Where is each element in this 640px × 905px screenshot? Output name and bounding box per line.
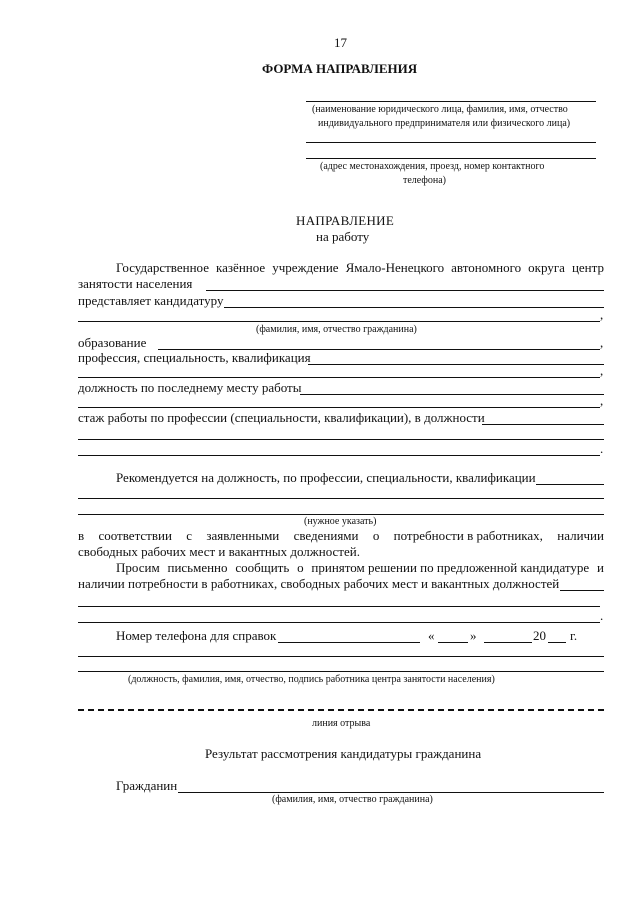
- addressee-name-line[interactable]: [306, 101, 596, 102]
- doc-subtitle: на работу: [316, 229, 370, 244]
- doc-title: НАПРАВЛЕНИЕ: [296, 213, 395, 228]
- date-close-quote: »: [470, 628, 477, 643]
- signature-caption: (должность, фамилия, имя, отчество, подпись работника центра занятости населения): [128, 674, 495, 685]
- request-line-1: Просим письменно сообщить о принятом решении по предложенной кандидатуре и: [116, 560, 604, 575]
- candidate-field[interactable]: [224, 307, 604, 308]
- date-open-quote: «: [428, 628, 435, 643]
- signature-field-2[interactable]: [78, 671, 604, 672]
- recommended-label: Рекомендуется на должность, по профессии, специальности, квалификации: [116, 470, 536, 485]
- request-field-3[interactable]: [78, 622, 600, 623]
- accordance-line-1: в соответствии с заявленными сведениями о потребности в работниках, наличии: [78, 528, 604, 543]
- experience-field[interactable]: [482, 424, 604, 425]
- date-day-field[interactable]: [438, 642, 468, 643]
- accordance-line-2: свободных рабочих мест и вакантных должностей.: [78, 544, 360, 559]
- request-line-2: наличии потребности в работниках, свободных рабочих мест и вакантных должностей: [78, 576, 560, 591]
- address-caption: телефона): [403, 175, 446, 186]
- comma: ,: [600, 393, 604, 408]
- request-field[interactable]: [560, 590, 604, 591]
- experience-field-2[interactable]: [78, 439, 604, 440]
- signature-field[interactable]: [78, 656, 604, 657]
- date-year-field[interactable]: [548, 642, 566, 643]
- recommended-field[interactable]: [536, 484, 604, 485]
- last-position-field-2[interactable]: [78, 407, 600, 408]
- tear-line: [78, 709, 604, 711]
- phone-label: Номер телефона для справок: [116, 628, 277, 643]
- experience-label: стаж работы по профессии (специальности, квалификации), в должности: [78, 410, 485, 425]
- candidate-label: представляет кандидатуру: [78, 293, 224, 308]
- comma: ,: [600, 335, 604, 350]
- last-position-label: должность по последнему месту работы: [78, 380, 302, 395]
- fio-caption: (фамилия, имя, отчество гражданина): [256, 324, 417, 335]
- education-label: образование: [78, 335, 147, 350]
- body-line-2: занятости населения: [78, 276, 193, 291]
- profession-label: профессия, специальность, квалификация: [78, 350, 311, 365]
- recommended-field-2[interactable]: [78, 498, 604, 499]
- period: .: [600, 608, 604, 623]
- addressee-caption: индивидуального предпринимателя или физического лица): [318, 118, 571, 129]
- comma: ,: [600, 363, 604, 378]
- employment-center-field[interactable]: [206, 290, 604, 291]
- date-month-field[interactable]: [484, 642, 532, 643]
- specify-caption: (нужное указать): [304, 516, 377, 527]
- candidate-field-2[interactable]: [78, 321, 600, 322]
- form-title: ФОРМА НАПРАВЛЕНИЯ: [262, 61, 418, 76]
- address-caption: (адрес местонахождения, проезд, номер контактного: [320, 161, 545, 172]
- citizen-caption: (фамилия, имя, отчество гражданина): [272, 794, 433, 805]
- experience-field-3[interactable]: [78, 455, 600, 456]
- citizen-label: Гражданин: [116, 778, 178, 793]
- phone-field[interactable]: [278, 642, 420, 643]
- request-field-2[interactable]: [78, 606, 600, 607]
- page-number: 17: [334, 35, 347, 50]
- address-line[interactable]: [306, 158, 596, 159]
- result-title: Результат рассмотрения кандидатуры гражданина: [205, 746, 482, 761]
- addressee-name-line-2[interactable]: [306, 142, 596, 143]
- profession-field[interactable]: [308, 364, 604, 365]
- year-suffix: г.: [570, 628, 578, 643]
- body-line-1: Государственное казённое учреждение Ямало-Ненецкого автономного округа центр: [116, 260, 604, 275]
- tear-line-label: линия отрыва: [312, 718, 371, 729]
- year-prefix: 20: [533, 628, 546, 643]
- recommended-field-3[interactable]: [78, 514, 604, 515]
- period: .: [600, 441, 604, 456]
- citizen-field[interactable]: [178, 792, 604, 793]
- addressee-caption: (наименование юридического лица, фамилия, имя, отчество: [312, 104, 568, 115]
- last-position-field[interactable]: [300, 394, 604, 395]
- profession-field-2[interactable]: [78, 377, 600, 378]
- comma: ,: [600, 307, 604, 322]
